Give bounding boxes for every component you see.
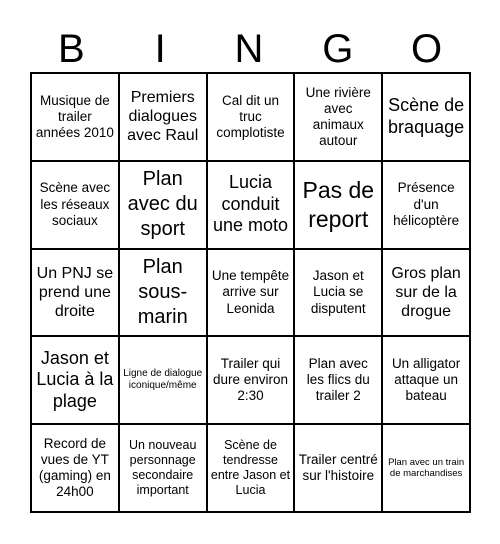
cell-text: Scène de braquage <box>388 95 465 137</box>
cell-text: Une rivière avec animaux autour <box>305 84 371 149</box>
header-letter-i: I <box>154 27 166 71</box>
bingo-cell[interactable] <box>294 161 382 249</box>
cell-text: Trailer centré sur l'histoire <box>298 451 378 484</box>
cell-text: Trailer qui dure environ 2:30 <box>212 356 289 404</box>
bingo-cell[interactable] <box>294 424 382 512</box>
cell-text: Gros plan sur de la drogue <box>391 264 461 321</box>
bingo-cell[interactable] <box>382 424 470 512</box>
bingo-cell[interactable] <box>119 161 207 249</box>
cell-text: Pas de report <box>302 176 375 232</box>
bingo-cell[interactable] <box>119 424 207 512</box>
header-letter-n: N <box>234 27 264 71</box>
bingo-cell[interactable] <box>382 249 470 337</box>
cell-text: Premiers dialogues avec Raul <box>127 89 199 145</box>
bingo-cell[interactable] <box>207 161 295 249</box>
bingo-cell[interactable] <box>31 73 119 161</box>
bingo-cell[interactable] <box>382 161 470 249</box>
bingo-cell[interactable] <box>207 336 295 424</box>
cell-text: Un alligator attaque un bateau <box>391 356 461 404</box>
cell-text: Musique de trailer années 2010 <box>35 92 114 140</box>
header-letter-b: B <box>58 27 85 71</box>
bingo-cell[interactable] <box>294 249 382 337</box>
cell-text: Jason et Lucia se disputent <box>310 268 366 316</box>
bingo-cell[interactable] <box>31 161 119 249</box>
cell-text: Scène avec les réseaux sociaux <box>39 180 111 228</box>
bingo-cell[interactable] <box>31 249 119 337</box>
cell-text: Ligne de dialogue iconique/même <box>123 368 203 392</box>
cell-text: Lucia conduit une moto <box>212 172 289 236</box>
cell-text: Plan sous-marin <box>137 255 188 328</box>
cell-text: Jason et Lucia à la plage <box>36 347 114 412</box>
bingo-cell[interactable] <box>119 249 207 337</box>
cell-text: Un nouveau personnage secondaire important <box>128 438 197 498</box>
cell-text: Scène de tendresse entre Jason et Lucia <box>210 438 291 498</box>
cell-text: Un PNJ se prend une droite <box>36 264 114 321</box>
bingo-cell[interactable] <box>119 73 207 161</box>
bingo-cell[interactable] <box>31 336 119 424</box>
cell-text: Record de vues de YT (gaming) en 24h00 <box>38 435 111 500</box>
bingo-cell[interactable] <box>382 73 470 161</box>
bingo-cell[interactable] <box>207 249 295 337</box>
bingo-cell[interactable] <box>294 73 382 161</box>
header-letter-o: O <box>411 27 443 71</box>
cell-text: Une tempête arrive sur Leonida <box>211 268 290 316</box>
header-letter-g: G <box>322 27 354 71</box>
cell-text: Plan avec les flics du trailer 2 <box>306 356 370 404</box>
bingo-grid <box>30 72 471 513</box>
cell-text: Plan avec du sport <box>127 168 198 241</box>
bingo-cell[interactable] <box>31 424 119 512</box>
bingo-cell[interactable] <box>119 336 207 424</box>
cell-text: Présence d'un hélicoptère <box>393 180 460 228</box>
bingo-cell[interactable] <box>382 336 470 424</box>
bingo-cell[interactable] <box>207 424 295 512</box>
cell-text: Cal dit un truc complotiste <box>216 92 285 140</box>
cell-text: Plan avec un train de marchandises <box>388 456 465 480</box>
bingo-cell[interactable] <box>294 336 382 424</box>
bingo-cell[interactable] <box>207 73 295 161</box>
bingo-header <box>27 26 471 72</box>
